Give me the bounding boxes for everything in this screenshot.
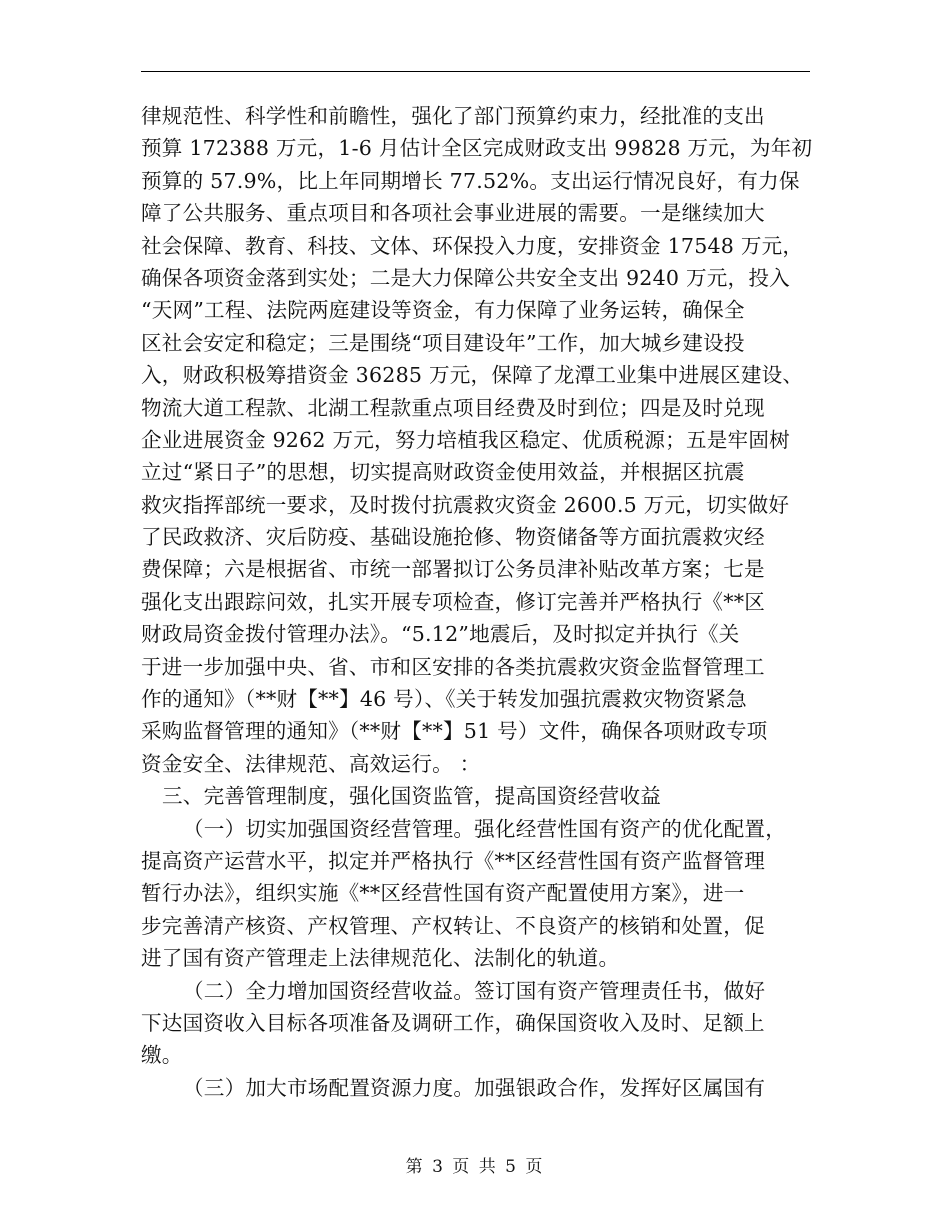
text-line: 入，财政积极筹措资金 36285 万元，保障了龙潭工业集中进展区建设、 (141, 363, 804, 388)
text-line: “天网”工程、法院两庭建设等资金，有力保障了业务运转，确保全 (141, 298, 745, 323)
paragraph-line: （一）切实加强国资经营管理。强化经营性国有资产的优化配置， (183, 816, 787, 841)
paragraph-line: 缴。 (141, 1043, 183, 1068)
paragraph-line: 下达国资收入目标各项准备及调研工作，确保国资收入及时、足额上 (141, 1010, 765, 1035)
text-line: 企业进展资金 9262 万元，努力培植我区稳定、优质税源；五是牢固树 (141, 427, 790, 452)
text-line: 预算的 57.9%，比上年同期增长 77.52%。支出运行情况良好，有力保 (141, 168, 800, 193)
text-line: 律规范性、科学性和前瞻性，强化了部门预算约束力，经批准的支出 (141, 104, 765, 128)
text-line: 强化支出跟踪问效，扎实开展专项检查，修订完善并严格执行《**区 (141, 589, 766, 614)
text-line: 预算 172388 万元，1-6 月估计全区完成财政支出 99828 万元，为年初 (141, 136, 813, 161)
header-rule (141, 71, 810, 72)
text-line: 物流大道工程款、北湖工程款重点项目经费及时到位；四是及时兑现 (141, 395, 765, 420)
paragraph-line: 步完善清产核资、产权管理、产权转让、不良资产的核销和处置，促 (141, 913, 765, 938)
page-number: 第 3 页 共 5 页 (405, 1157, 545, 1177)
text-line: 社会保障、教育、科技、文体、环保投入力度，安排资金 17548 万元， (141, 233, 804, 258)
paragraph-line: 进了国有资产管理走上法律规范化、法制化的轨道。 (141, 946, 620, 971)
text-line: 救灾指挥部统一要求，及时拨付抗震救灾资金 2600.5 万元，切实做好 (141, 492, 790, 517)
text-line: 资金安全、法律规范、高效运行。 ： (141, 751, 481, 776)
text-line: 于进一步加强中央、省、市和区安排的各类抗震救灾资金监督管理工 (141, 654, 765, 679)
text-line: 费保障；六是根据省、市统一部署拟订公务员津补贴改革方案；七是 (141, 557, 765, 582)
paragraph-line: 暂行办法》，组织实施《**区经营性国有资产配置使用方案》，进一 (141, 881, 745, 906)
document-body (141, 100, 813, 1104)
text-line: 区社会安定和稳定；三是围绕“项目建设年”工作，加大城乡建设投 (141, 330, 745, 355)
text-line: 障了公共服务、重点项目和各项社会事业进展的需要。一是继续加大 (141, 201, 765, 226)
text-line: 了民政救济、灾后防疫、基础设施抢修、物资储备等方面抗震救灾经 (141, 525, 765, 550)
text-line: 作的通知》（**财【**】46 号）、《关于转发加强抗震救灾物资紧急 (141, 687, 747, 712)
text-line: 立过“紧日子”的思想，切实提高财政资金使用效益，并根据区抗震 (141, 460, 745, 485)
section-heading: 三、完善管理制度，强化国资监管，提高国资经营收益 (162, 784, 662, 809)
text-line: 确保各项资金落到实处；二是大力保障公共安全支出 9240 万元，投入 (141, 265, 790, 290)
paragraph-line: （三）加大市场配置资源力度。加强银政合作，发挥好区属国有 (183, 1075, 766, 1100)
paragraph-line: 提高资产运营水平，拟定并严格执行《**区经营性国有资产监督管理 (141, 848, 766, 873)
text-line: 采购监督管理的通知》（**财【**】51 号）文件，确保各项财政专项 (141, 719, 768, 744)
text-line: 财政局资金拨付管理办法》。“5.12”地震后，及时拟定并执行《关 (141, 622, 740, 647)
paragraph-line: （二）全力增加国资经营收益。签订国有资产管理责任书，做好 (183, 978, 766, 1003)
